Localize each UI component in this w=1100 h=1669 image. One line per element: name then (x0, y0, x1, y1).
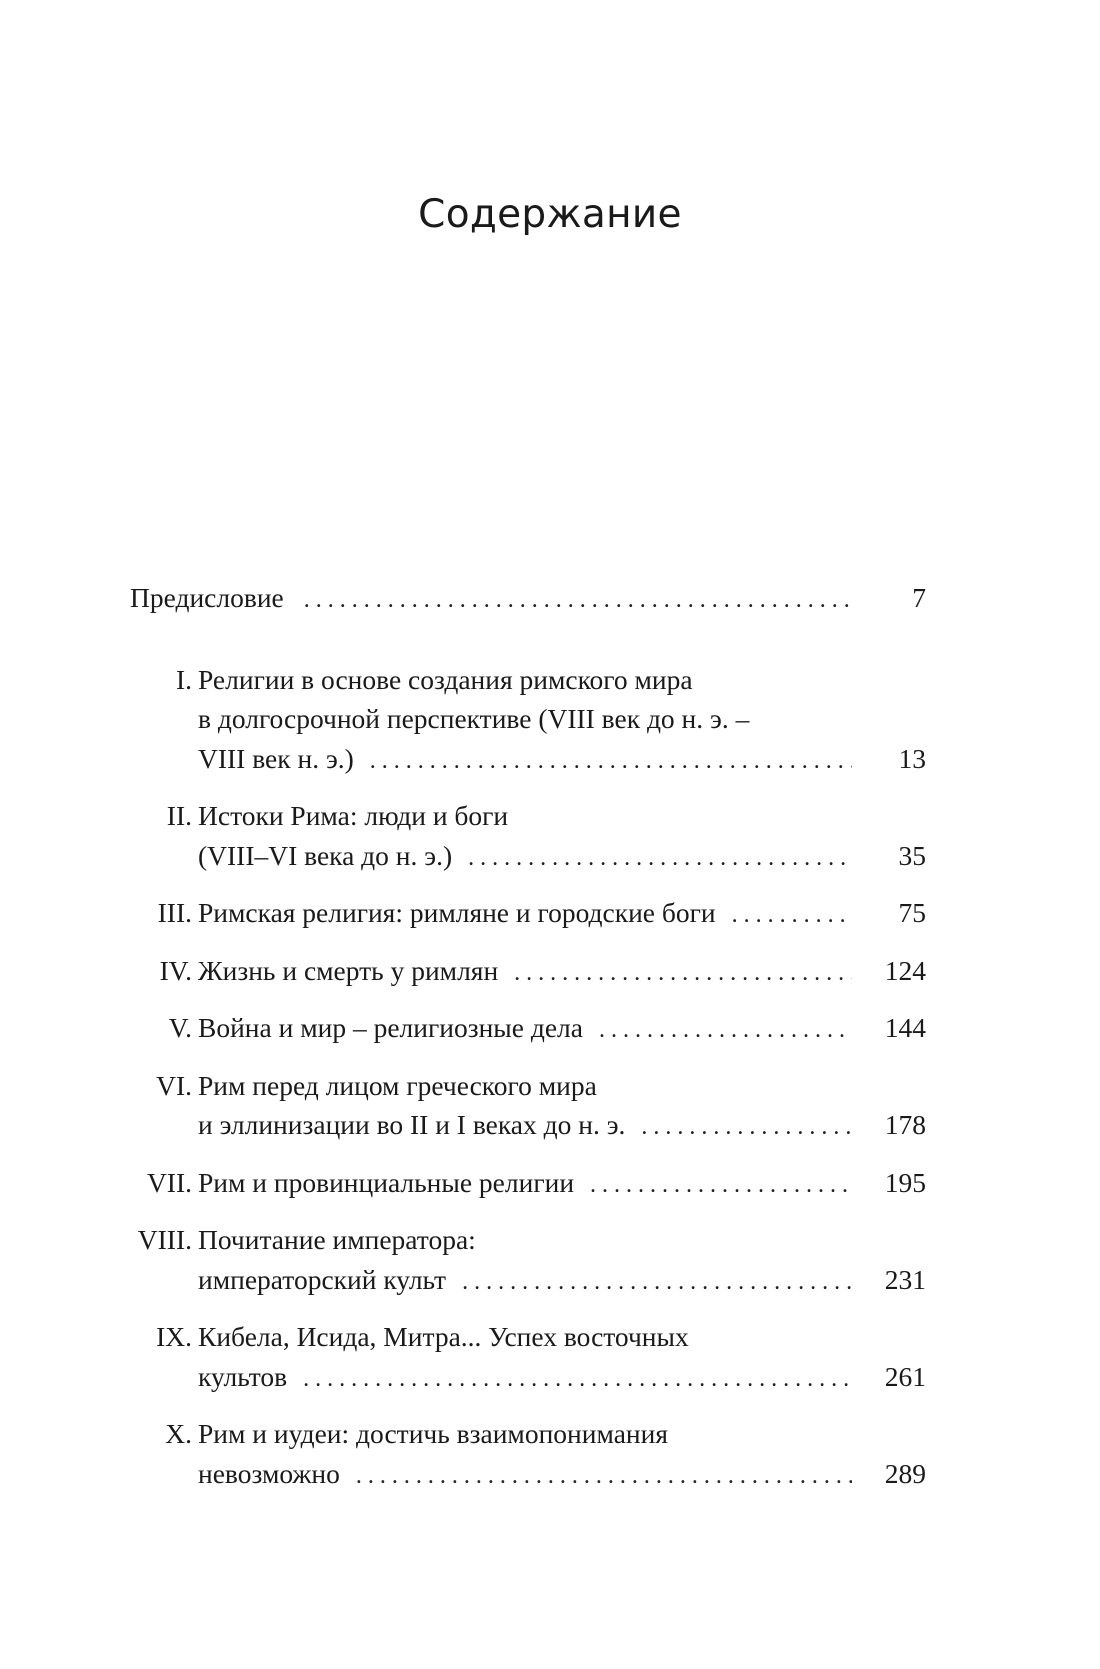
toc-line (130, 699, 926, 739)
page-number: 178 (884, 1109, 926, 1140)
chapter-numeral: II. (166, 800, 192, 831)
toc-entry-preface[interactable] (130, 578, 926, 621)
page-title: Содержание (418, 192, 682, 237)
toc-entry-title: невозможно (198, 1457, 340, 1489)
toc-line (130, 1163, 926, 1206)
chapter-numeral: I. (175, 663, 192, 695)
toc-entry-title: в долгосрочной перспективе (VIII век до н. э. – (198, 703, 750, 734)
toc-entry-title: Кибела, Исида, Митра... Успех восточных (198, 1321, 689, 1352)
toc-line (130, 1220, 926, 1260)
toc-entry-chapter-8[interactable] (130, 1220, 926, 1302)
dot-leader (732, 896, 852, 936)
page-number: 289 (884, 1457, 926, 1489)
toc-entry-chapter-9[interactable] (130, 1317, 926, 1399)
toc-entry-title: Религии в основе создания римского мира (198, 663, 693, 695)
chapter-numeral: X. (165, 1418, 192, 1449)
page-number: 231 (884, 1263, 926, 1295)
toc-entry-title: и эллинизации во II и I веках до н. э. (198, 1109, 626, 1140)
dot-leader (599, 1011, 852, 1051)
toc-entry-chapter-1[interactable] (130, 660, 926, 782)
toc-entry-chapter-2[interactable] (130, 796, 926, 878)
toc-line (130, 1066, 926, 1106)
toc-line (130, 1008, 926, 1051)
dot-leader (356, 1457, 852, 1497)
toc-entry-title: Истоки Рима: люди и боги (198, 800, 509, 831)
dot-leader (304, 581, 852, 621)
page-number: 124 (884, 954, 926, 986)
dot-leader (590, 1166, 852, 1206)
toc-line (130, 796, 926, 836)
toc-line (130, 1454, 926, 1497)
toc-entry-title: Жизнь и смерть у римлян (198, 954, 499, 986)
toc-entry-title: императорский культ (198, 1263, 447, 1295)
toc-entry-chapter-3[interactable] (130, 893, 926, 936)
toc-entry-chapter-10[interactable] (130, 1414, 926, 1496)
page-number: 7 (912, 582, 926, 613)
chapter-numeral: V. (168, 1012, 192, 1043)
toc-line (130, 893, 926, 936)
chapter-numeral: VII. (146, 1166, 192, 1198)
dot-leader (641, 1108, 852, 1148)
toc-entry-chapter-4[interactable] (130, 951, 926, 994)
toc-line (130, 578, 926, 621)
toc-line (130, 739, 926, 782)
toc-line (130, 1260, 926, 1303)
toc-line (130, 951, 926, 994)
toc-line (130, 1414, 926, 1454)
page-number: 195 (884, 1166, 926, 1198)
toc-entry-title: культов (198, 1360, 288, 1392)
page-number: 35 (898, 839, 926, 871)
toc-entry-title: Римская религия: римляне и городские боги (198, 897, 716, 928)
toc-entry-title: Рим перед лицом греческого мира (198, 1069, 597, 1101)
toc-entry-title: VIII век н. э.) (198, 742, 354, 774)
toc-entry-title: Рим и провинциальные религии (198, 1166, 575, 1198)
toc-line (130, 660, 926, 700)
chapter-numeral: IX. (156, 1321, 192, 1352)
dot-leader (303, 1360, 852, 1400)
dot-leader (514, 954, 852, 994)
toc-entry-chapter-5[interactable] (130, 1008, 926, 1051)
page-number: 75 (898, 897, 926, 928)
chapter-numeral: IV. (159, 954, 192, 986)
table-of-contents (130, 578, 926, 1511)
toc-entry-title: Рим и иудеи: достичь взаимопонимания (198, 1418, 668, 1449)
toc-line (130, 1317, 926, 1357)
chapter-numeral: VI. (156, 1069, 192, 1101)
dot-leader (370, 742, 852, 782)
dot-leader (468, 839, 852, 879)
toc-entry-chapter-6[interactable] (130, 1066, 926, 1148)
toc-line (130, 1357, 926, 1400)
dot-leader (462, 1263, 852, 1303)
toc-entry-title: Предисловие (130, 582, 284, 613)
toc-line (130, 1105, 926, 1148)
page-number: 13 (898, 742, 926, 774)
page-number: 261 (884, 1360, 926, 1392)
toc-entry-chapter-7[interactable] (130, 1163, 926, 1206)
toc-entry-title: Почитание императора: (198, 1224, 476, 1255)
chapter-numeral: VIII. (137, 1224, 192, 1255)
toc-entry-title: (VIII–VI века до н. э.) (198, 839, 453, 871)
toc-line (130, 836, 926, 879)
page-number: 144 (884, 1012, 926, 1043)
chapter-numeral: III. (157, 897, 192, 928)
toc-entry-title: Война и мир – религиозные дела (198, 1012, 583, 1043)
